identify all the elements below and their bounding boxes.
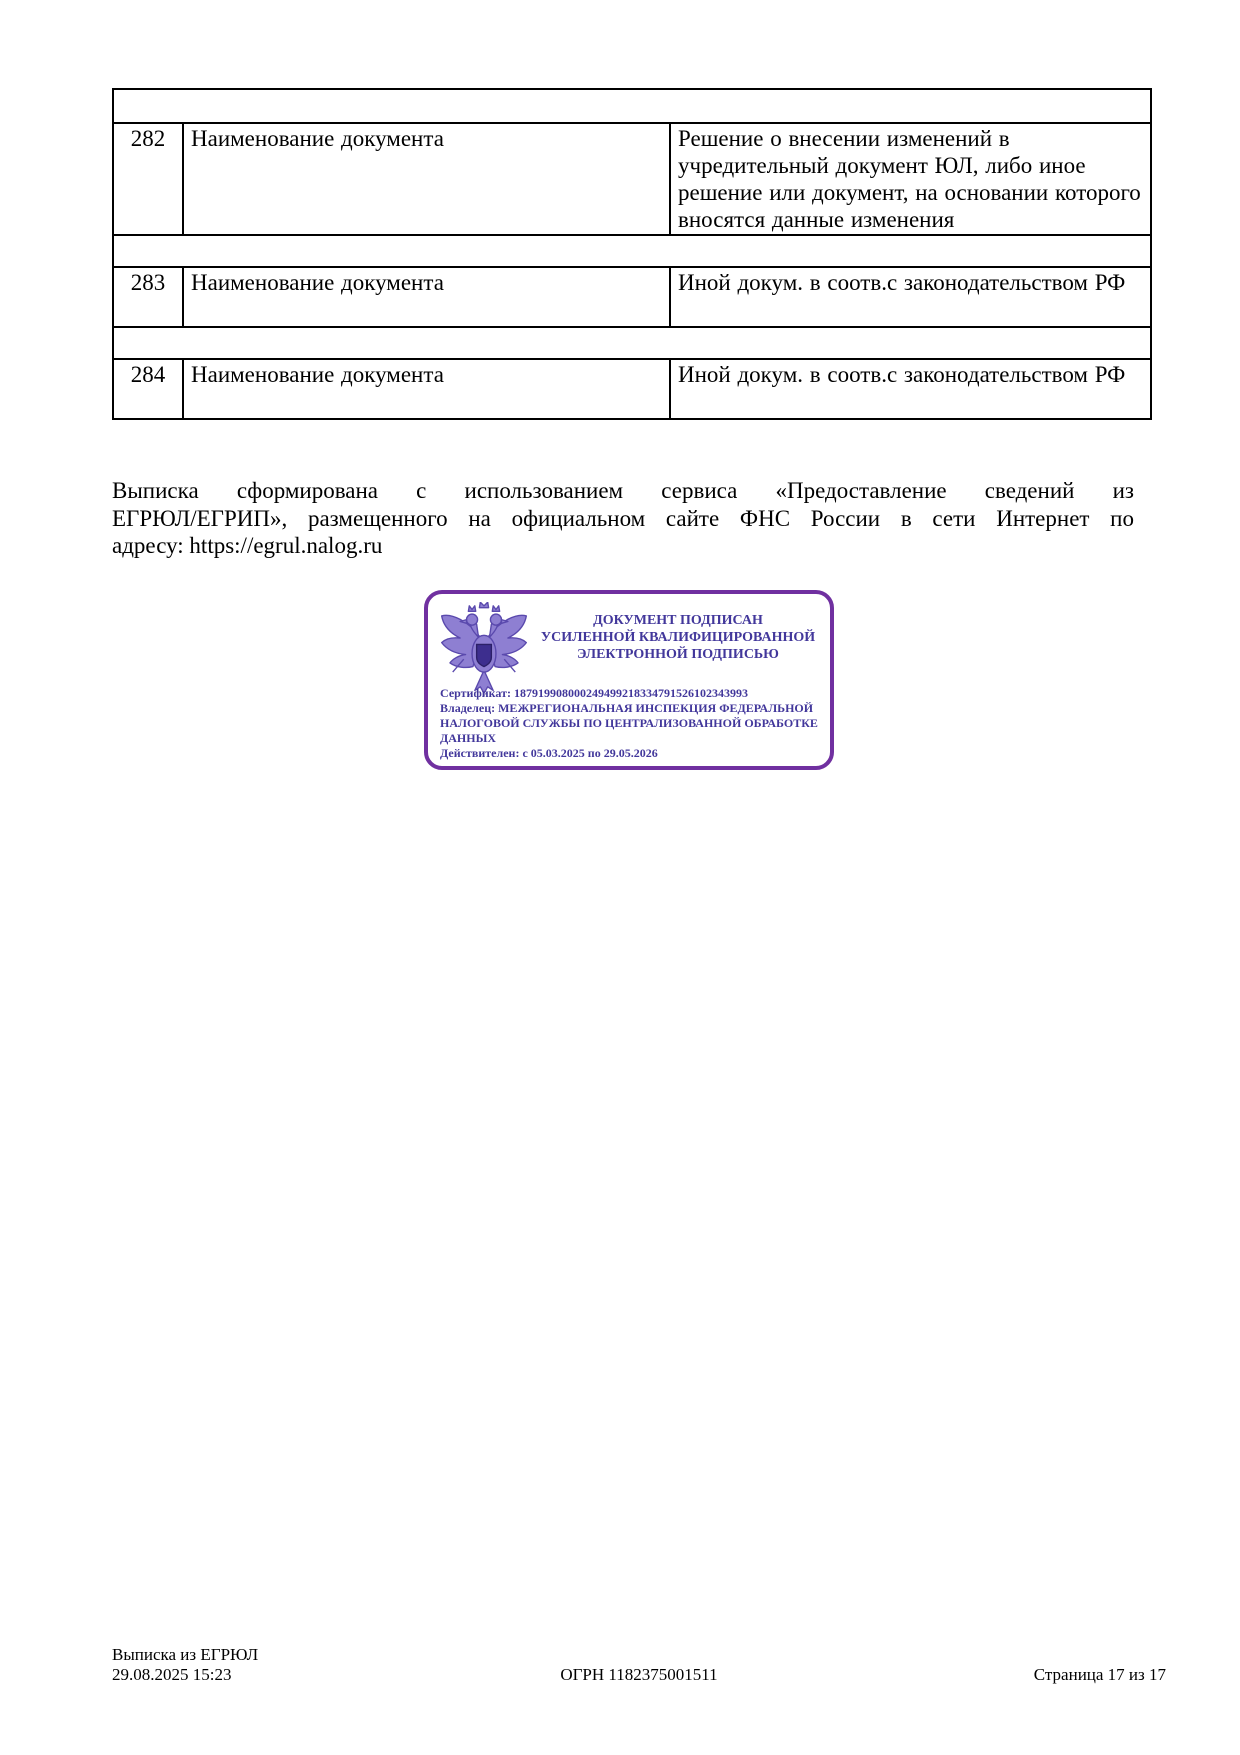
row-number-cell: 282 xyxy=(113,123,183,235)
owner-label: Владелец: xyxy=(440,701,496,715)
stamp-title xyxy=(536,612,820,663)
validity-line xyxy=(440,746,826,761)
stamp-title-line: ЭЛЕКТРОННОЙ ПОДПИСЬЮ xyxy=(577,647,779,662)
validity-value: с 05.03.2025 по 29.05.2026 xyxy=(522,746,658,760)
footer-ogrn: ОГРН 1182375001511 xyxy=(560,1665,718,1684)
attribute-value-cell: Решение о внесении изменений в учредительный документ ЮЛ, либо иное решение или документ, на основании которого вносятся данные изменения xyxy=(670,123,1151,235)
service-note-line: адресу: https://egrul.nalog.ru xyxy=(112,533,383,558)
certificate-value: 187919908000249499218334791526102343993 xyxy=(514,686,748,700)
attribute-value-cell: Иной докум. в соотв.с законодательством РФ xyxy=(670,359,1151,419)
certificate-line xyxy=(440,686,826,701)
row-number-cell: 284 xyxy=(113,359,183,419)
footer-datetime: 29.08.2025 15:23 xyxy=(112,1665,232,1684)
owner-line xyxy=(440,701,826,746)
service-note-line: Выписка сформирована с использованием сервиса «Предоставление сведений из xyxy=(112,478,1134,503)
stamp-title-line: ДОКУМЕНТ ПОДПИСАН xyxy=(593,613,763,628)
russian-coat-of-arms-icon xyxy=(438,602,530,698)
footer-doc-type: Выписка из ЕГРЮЛ xyxy=(112,1645,259,1664)
table-spacer-row xyxy=(113,89,1151,123)
table-spacer-row xyxy=(113,235,1151,267)
certificate-label: Сертификат: xyxy=(440,686,511,700)
stamp-title-line: УСИЛЕННОЙ КВАЛИФИЦИРОВАННОЙ xyxy=(540,630,816,645)
attribute-name-cell: Наименование документа xyxy=(183,123,670,235)
row-number-cell: 283 xyxy=(113,267,183,327)
owner-value: МЕЖРЕГИОНАЛЬНАЯ ИНСПЕКЦИЯ ФЕДЕРАЛЬНОЙ НАЛОГОВОЙ СЛУЖБЫ ПО ЦЕНТРАЛИЗОВАННОЙ ОБРАБОТКЕ ДАННЫХ xyxy=(440,701,818,745)
service-note xyxy=(112,477,1134,560)
service-note-line: ЕГРЮЛ/ЕГРИП», размещенного на официальном сайте ФНС России в сети Интернет по xyxy=(112,505,1134,531)
table-row xyxy=(113,267,1151,327)
attribute-name-cell: Наименование документа xyxy=(183,267,670,327)
table-row xyxy=(113,359,1151,419)
attribute-value-cell: Иной докум. в соотв.с законодательством РФ xyxy=(670,267,1151,327)
table-spacer-row xyxy=(113,327,1151,359)
footer-page-number: Страница 17 из 17 xyxy=(1033,1665,1166,1684)
document-table xyxy=(112,88,1152,420)
validity-label: Действителен: xyxy=(440,746,520,760)
signature-stamp xyxy=(424,590,834,770)
table-row xyxy=(113,123,1151,235)
attribute-name-cell: Наименование документа xyxy=(183,359,670,419)
stamp-details xyxy=(440,686,826,761)
